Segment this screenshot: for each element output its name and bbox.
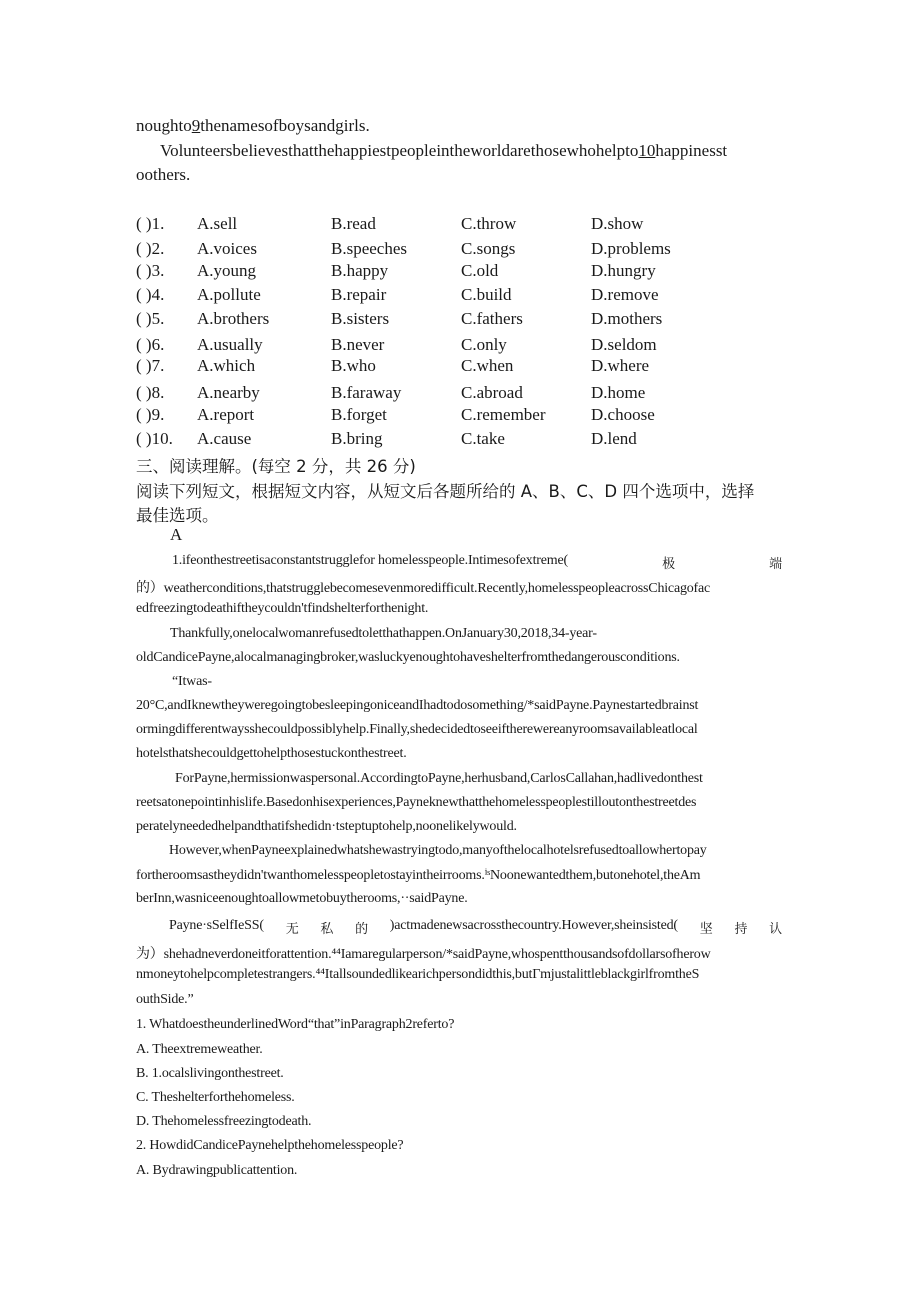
option-a: A.young (197, 261, 257, 280)
question-2: 2. HowdidCandicePaynehelpthehomelesspeople? (136, 1138, 404, 1153)
passage-line-p5a: However,whenPayneexplainedwhatshewastryingtodo,manyofthelocalhotelsrefusedtoallowhertopay (169, 843, 707, 858)
cloze-line-2: Volunteersbelievesthatthehappiestpeopleintheworldarethosewhohelpto10happinesst (160, 141, 728, 160)
option-c: C.songs (461, 239, 516, 258)
option-c: C.abroad (461, 383, 523, 402)
option-a: A.pollute (197, 285, 261, 304)
passage-line-p6d: outhSide.” (136, 992, 194, 1007)
question-1-option-a: A. Theextremeweather. (136, 1042, 263, 1057)
question-1: 1. WhatdoestheunderlinedWord“that”inParagraph2referto? (136, 1017, 455, 1032)
option-b: B.never (331, 335, 385, 354)
option-d: D.problems (591, 239, 671, 258)
option-c: C.fathers (461, 309, 523, 328)
passage-line-p3b: 20°C,andIknewtheyweregoingtobesleepingoniceandIhadtodosomething/*saidPayne.Paynestartedbrainst (136, 698, 699, 713)
question-number: ( )6. (136, 335, 165, 354)
passage-line-p4a: ForPayne,hermissionwaspersonal.AccordingtoPayne,herhusband,CarlosCallahan,hadlivedonthest (175, 771, 703, 786)
option-c: C.old (461, 261, 499, 280)
option-d: D.home (591, 383, 646, 402)
section-instruction-1: 阅读下列短文，根据短文内容，从短文后各题所给的 A、B、C、D 四个选项中，选择 (136, 482, 755, 501)
question-number: ( )10. (136, 429, 173, 448)
passage-line-p2a: Thankfully,onelocalwomanrefusedtoletthathappen.OnJanuary30,2018,34-year- (170, 626, 597, 641)
passage-line-p3d: hotelsthatshecouldgettohelpthosestuckonthestreet. (136, 746, 407, 761)
option-d: D.lend (591, 429, 637, 448)
option-a: A.sell (197, 214, 238, 233)
passage-line-p1b: 的）weatherconditions,thatstrugglebecomesevenmoredifficult.Recently,homelesspeopleacrossChicagofac (136, 581, 711, 596)
option-a: A.brothers (197, 309, 270, 328)
passage-line-p1c: edfreezingtodeathiftheycouldn'tfindshelterforthenight. (136, 601, 429, 616)
passage-line-p3c: ormingdifferentwaysshecouldpossiblyhelp.Finally,shedecidedtoseeiftherewereanyroomsavailableatlocal (136, 722, 698, 737)
option-d: D.choose (591, 405, 655, 424)
passage-label: A (170, 525, 183, 544)
passage-line-p2b: oldCandicePayne,alocalmanagingbroker,wasluckyenoughtohaveshelterfromthedangerousconditions. (136, 650, 680, 665)
option-a: A.nearby (197, 383, 260, 402)
option-b: B.forget (331, 405, 387, 424)
section-instruction-2: 最佳选项。 (136, 506, 219, 525)
question-number: ( )3. (136, 261, 165, 280)
option-c: C.throw (461, 214, 517, 233)
passage-line-p1a: 1.ifeonthestreetisaconstantstrugglefor homelesspeople.Intimesofextreme( 极 端 (172, 553, 782, 572)
option-b: B.repair (331, 285, 387, 304)
question-1-option-b: B. 1.ocalslivingonthestreet. (136, 1066, 284, 1081)
option-c: C.build (461, 285, 512, 304)
cloze-line-3: oothers. (136, 165, 191, 184)
cloze-line-1: noughto9thenamesofboysandgirls. (136, 116, 370, 135)
option-a: A.report (197, 405, 255, 424)
question-number: ( )5. (136, 309, 165, 328)
question-number: ( )2. (136, 239, 165, 258)
option-b: B.bring (331, 429, 383, 448)
option-d: D.show (591, 214, 644, 233)
passage-line-p5b: fortheroomsastheydidn'twanthomelesspeopletostayintheirrooms.ⁱˢNoonewantedthem,butonehotel,theAm (136, 868, 701, 883)
option-a: A.voices (197, 239, 257, 258)
question-1-option-d: D. Thehomelessfreezingtodeath. (136, 1114, 312, 1129)
option-b: B.happy (331, 261, 389, 280)
question-2-option-a: A. Bydrawingpublicattention. (136, 1163, 298, 1178)
option-d: D.seldom (591, 335, 657, 354)
option-a: A.cause (197, 429, 252, 448)
option-d: D.mothers (591, 309, 663, 328)
passage-line-p5c: berInn,wasniceenoughtoallowmetobuytherooms,··saidPayne. (136, 891, 468, 906)
option-d: D.where (591, 356, 650, 375)
passage-line-p4c: peratelyneededhelpandthatifshedidn·tsteptuptohelp,noonelikelywould. (136, 819, 517, 834)
option-c: C.take (461, 429, 505, 448)
question-number: ( )9. (136, 405, 165, 424)
option-c: C.only (461, 335, 507, 354)
passage-line-p6c: nmoneytohelpcompletestrangers.⁴⁴Itallsoundedlikearichpersondidthis,butΓmjustalittleblackgirlfromtheS (136, 967, 700, 982)
question-number: ( )1. (136, 214, 165, 233)
option-b: B.read (331, 214, 376, 233)
option-d: D.hungry (591, 261, 656, 280)
passage-line-p3a: “Itwas- (172, 674, 212, 689)
passage-line-p6b: 为）shehadneverdoneitforattention.⁴⁴Iamaregularperson/*saidPayne,whospentthousandsofdollarsofherow (136, 947, 711, 962)
question-number: ( )8. (136, 383, 165, 402)
option-a: A.which (197, 356, 256, 375)
passage-line-p6a: Payne·sSelfIeSS( 无 私 的 )actmadenewsacrossthecountry.However,sheinsisted( 坚 持 认 (169, 918, 782, 937)
question-number: ( )7. (136, 356, 165, 375)
option-a: A.usually (197, 335, 263, 354)
question-1-option-c: C. Theshelterforthehomeless. (136, 1090, 295, 1105)
option-b: B.faraway (331, 383, 402, 402)
option-b: B.speeches (331, 239, 408, 258)
blank-10: 10 (638, 141, 656, 160)
option-b: B.sisters (331, 309, 390, 328)
option-b: B.who (331, 356, 376, 375)
option-d: D.remove (591, 285, 659, 304)
blank-9: 9 (191, 116, 201, 135)
question-number: ( )4. (136, 285, 165, 304)
option-c: C.when (461, 356, 514, 375)
option-c: C.remember (461, 405, 546, 424)
section-heading: 三、阅读理解。(每空 2 分，共 26 分) (136, 457, 416, 476)
passage-line-p4b: reetsatonepointinhislife.Basedonhisexperiences,Payneknewthatthehomelesspeoplestilloutonthestreetdes (136, 795, 697, 810)
